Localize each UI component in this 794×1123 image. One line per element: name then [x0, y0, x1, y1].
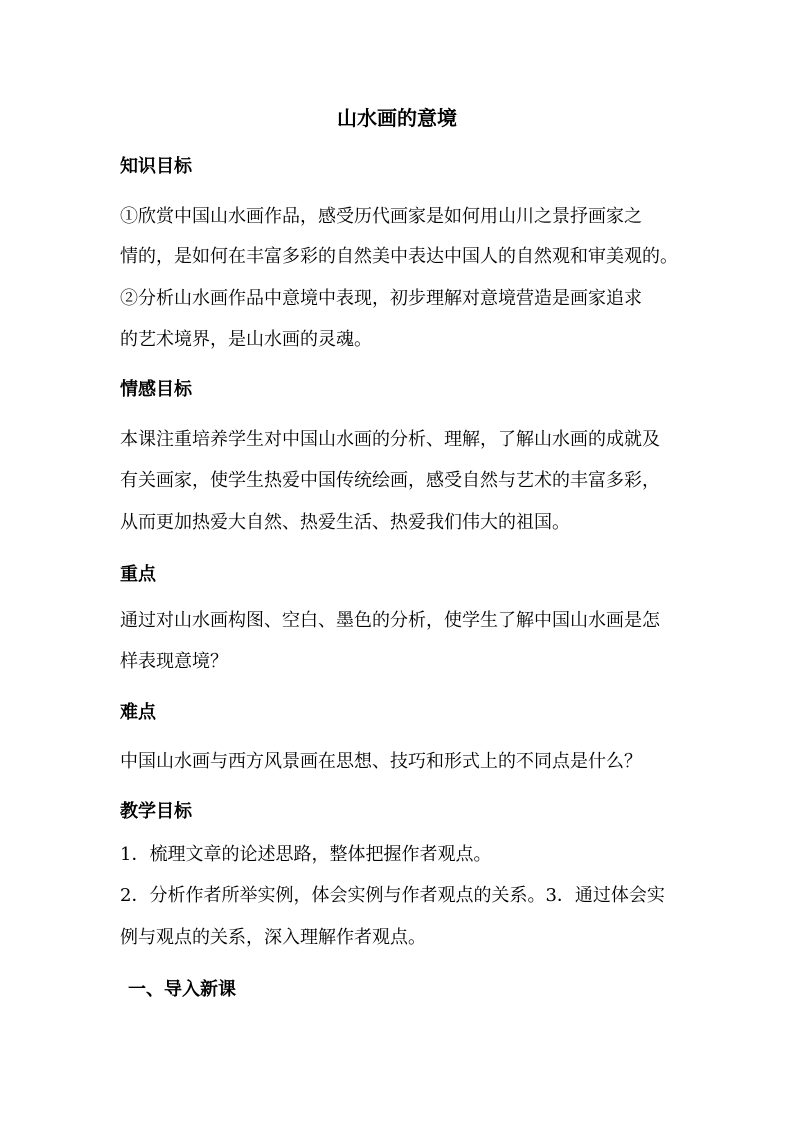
- heading-key-points: 重点: [120, 564, 156, 585]
- paragraph-line: 通过对山水画构图、空白、墨色的分析，使学生了解中国山水画是怎: [120, 610, 660, 631]
- heading-knowledge-goals: 知识目标: [120, 156, 192, 177]
- paragraph-line: 情的，是如何在丰富多彩的自然美中表达中国人的自然观和审美观的。: [120, 246, 678, 267]
- paragraph-line: 样表现意境？: [120, 651, 228, 672]
- paragraph-line: 的艺术境界，是山水画的灵魂。: [120, 329, 372, 350]
- paragraph-line: 1．梳理文章的论述思路，整体把握作者观点。: [120, 844, 492, 865]
- paragraph-line: 从而更加热爱大自然、热爱生活、热爱我们伟大的祖国。: [120, 512, 570, 533]
- paragraph-line: 有关画家，使学生热爱中国传统绘画，感受自然与艺术的丰富多彩，: [120, 470, 660, 491]
- paragraph-line: ②分析山水画作品中意境中表现，初步理解对意境营造是画家追求: [120, 288, 642, 309]
- heading-introduction: 一、导入新课: [128, 979, 236, 1000]
- paragraph-line: 本课注重培养学生对中国山水画的分析、理解，了解山水画的成就及: [120, 429, 660, 450]
- paragraph-line: 例与观点的关系，深入理解作者观点。: [120, 927, 426, 948]
- document-title: 山水画的意境: [337, 106, 457, 130]
- paragraph-line: 中国山水画与西方风景画在思想、技巧和形式上的不同点是什么？: [120, 751, 642, 772]
- paragraph-line: ①欣赏中国山水画作品，感受历代画家是如何用山川之景抒画家之: [120, 206, 642, 227]
- heading-difficulty: 难点: [120, 702, 156, 723]
- heading-emotion-goals: 情感目标: [120, 379, 192, 400]
- paragraph-line: 2．分析作者所举实例，体会实例与作者观点的关系。3．通过体会实: [120, 885, 665, 906]
- heading-teaching-goals: 教学目标: [120, 801, 192, 822]
